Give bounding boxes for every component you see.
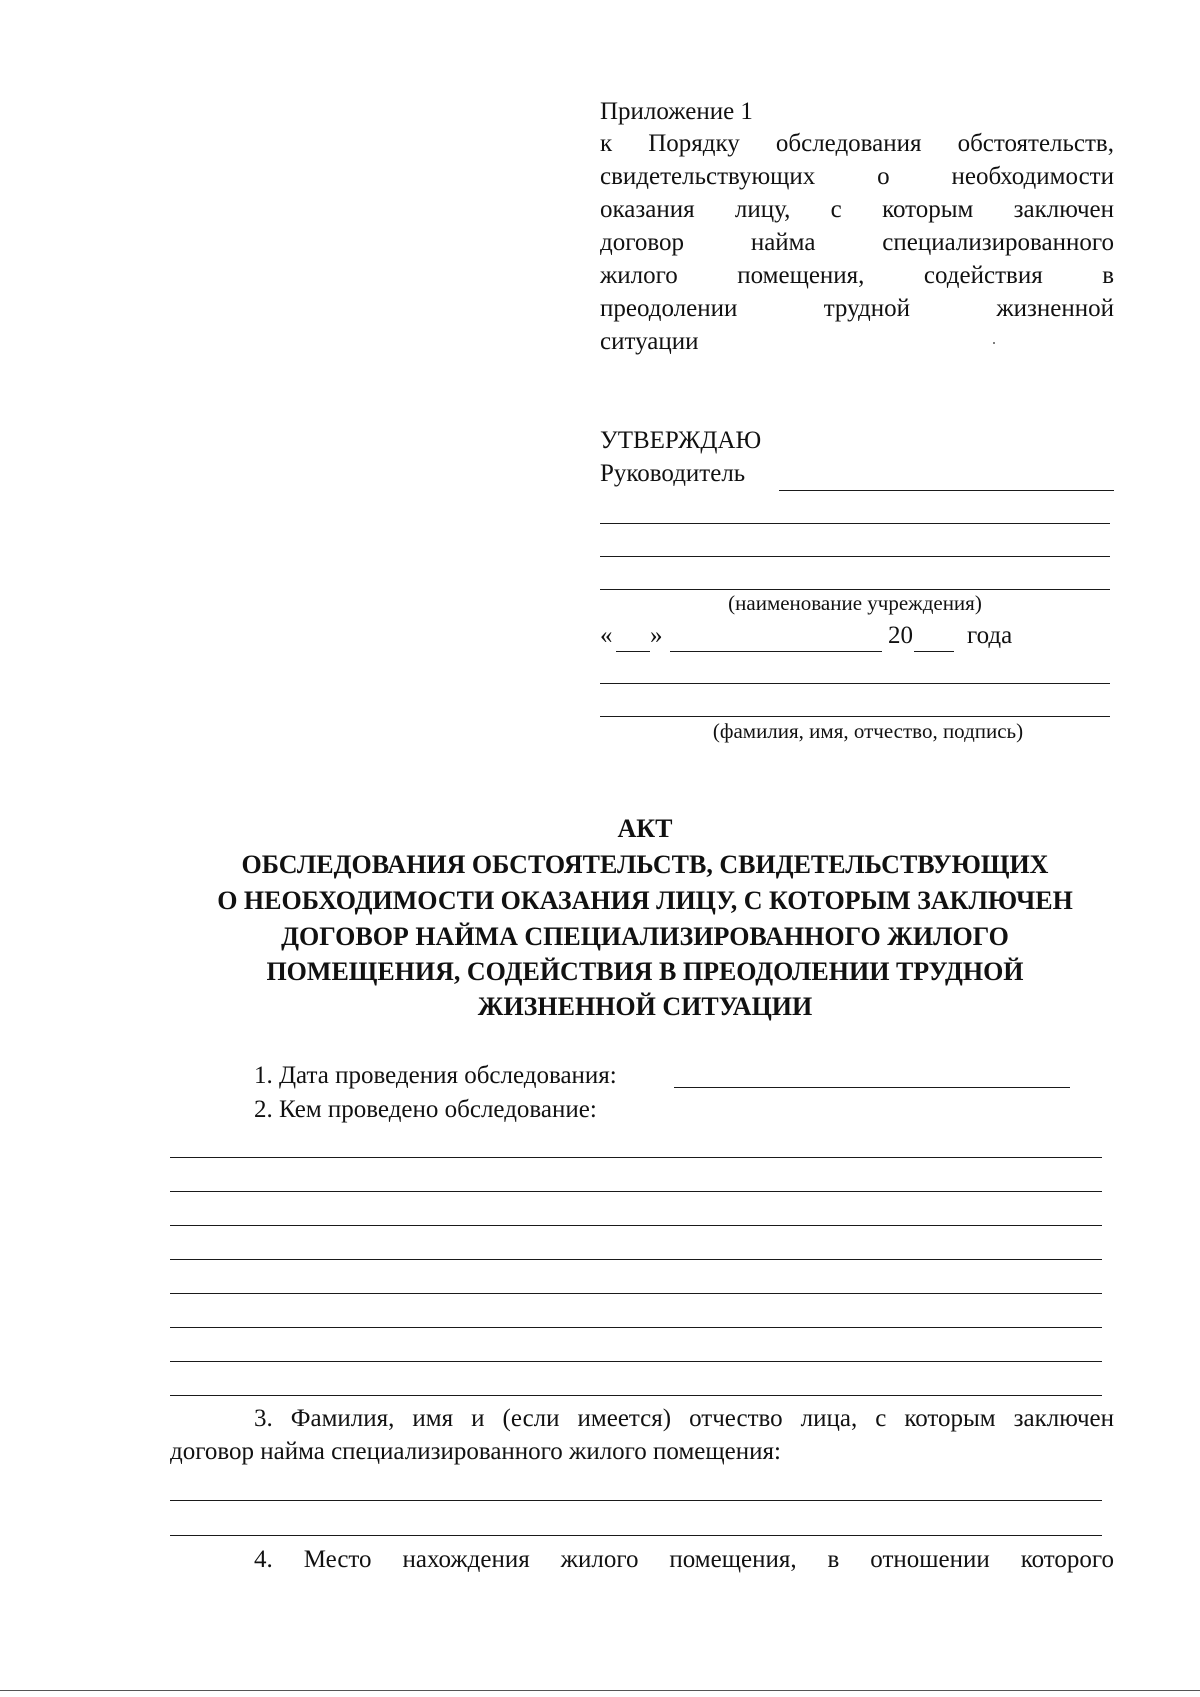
- date-day-line[interactable]: [616, 651, 650, 652]
- act-title-line: ДОГОВОР НАЙМА СПЕЦИАЛИЗИРОВАННОГО ЖИЛОГО: [281, 922, 1009, 951]
- surveyors-line[interactable]: [170, 1293, 1102, 1294]
- signature-line[interactable]: [600, 683, 1110, 684]
- act-title-line: О НЕОБХОДИМОСТИ ОКАЗАНИЯ ЛИЦУ, С КОТОРЫМ ЗАКЛЮЧЕН: [217, 886, 1073, 915]
- item2-label: 2. Кем проведено обследование:: [254, 1096, 597, 1123]
- appendix-line: оказания лицу, с которым заключен: [600, 196, 1114, 223]
- surveyors-line[interactable]: [170, 1361, 1102, 1362]
- appendix-last-line: ситуации: [600, 328, 699, 355]
- year-prefix: 20: [888, 622, 913, 649]
- survey-date-line[interactable]: [674, 1087, 1070, 1088]
- act-title-line: АКТ: [617, 814, 673, 843]
- date-month-line[interactable]: [670, 651, 882, 652]
- institution-line[interactable]: [600, 523, 1110, 524]
- surveyors-line[interactable]: [170, 1191, 1102, 1192]
- head-name-line[interactable]: [779, 490, 1114, 491]
- approval-heading: УТВЕРЖДАЮ: [600, 427, 762, 454]
- signature-line[interactable]: [600, 716, 1110, 717]
- date-close-quote: »: [650, 622, 663, 649]
- surveyors-line[interactable]: [170, 1157, 1102, 1158]
- surveyors-line[interactable]: [170, 1327, 1102, 1328]
- surveyors-line[interactable]: [170, 1395, 1102, 1396]
- institution-line[interactable]: [600, 556, 1110, 557]
- signature-caption: (фамилия, имя, отчество, подпись): [712, 719, 1024, 743]
- scan-bottom-edge: [0, 1690, 1200, 1691]
- appendix-line: договор найма специализированного: [600, 229, 1114, 256]
- surveyors-line[interactable]: [170, 1259, 1102, 1260]
- act-title-line: ОБСЛЕДОВАНИЯ ОБСТОЯТЕЛЬСТВ, СВИДЕТЕЛЬСТВУЮЩИХ: [241, 850, 1049, 879]
- head-label: Руководитель: [600, 460, 746, 487]
- date-year-line[interactable]: [914, 651, 954, 652]
- act-title-line: ПОМЕЩЕНИЯ, СОДЕЙСТВИЯ В ПРЕОДОЛЕНИИ ТРУДНОЙ: [266, 957, 1024, 986]
- item1-label: 1. Дата проведения обследования:: [254, 1062, 617, 1089]
- appendix-line: свидетельствующих о необходимости: [600, 163, 1114, 190]
- item3-line2: договор найма специализированного жилого помещения:: [170, 1438, 781, 1465]
- scan-speck: [993, 342, 995, 344]
- item3-line1: 3. Фамилия, имя и (если имеется) отчество лица, с которым заключен: [254, 1405, 1114, 1432]
- date-open-quote: «: [600, 622, 613, 649]
- appendix-line: к Порядку обследования обстоятельств,: [600, 130, 1114, 157]
- surveyors-line[interactable]: [170, 1225, 1102, 1226]
- appendix-line: преодолении трудной жизненной: [600, 295, 1114, 322]
- act-title-line: ЖИЗНЕННОЙ СИТУАЦИИ: [477, 992, 813, 1021]
- tenant-name-line[interactable]: [170, 1535, 1102, 1536]
- appendix-title: Приложение 1: [600, 98, 753, 125]
- tenant-name-line[interactable]: [170, 1500, 1102, 1501]
- year-word: года: [967, 622, 1013, 649]
- appendix-line: жилого помещения, содействия в: [600, 262, 1114, 289]
- item4-line1: 4. Место нахождения жилого помещения, в отношении которого: [254, 1546, 1114, 1573]
- institution-caption: (наименование учреждения): [728, 591, 982, 615]
